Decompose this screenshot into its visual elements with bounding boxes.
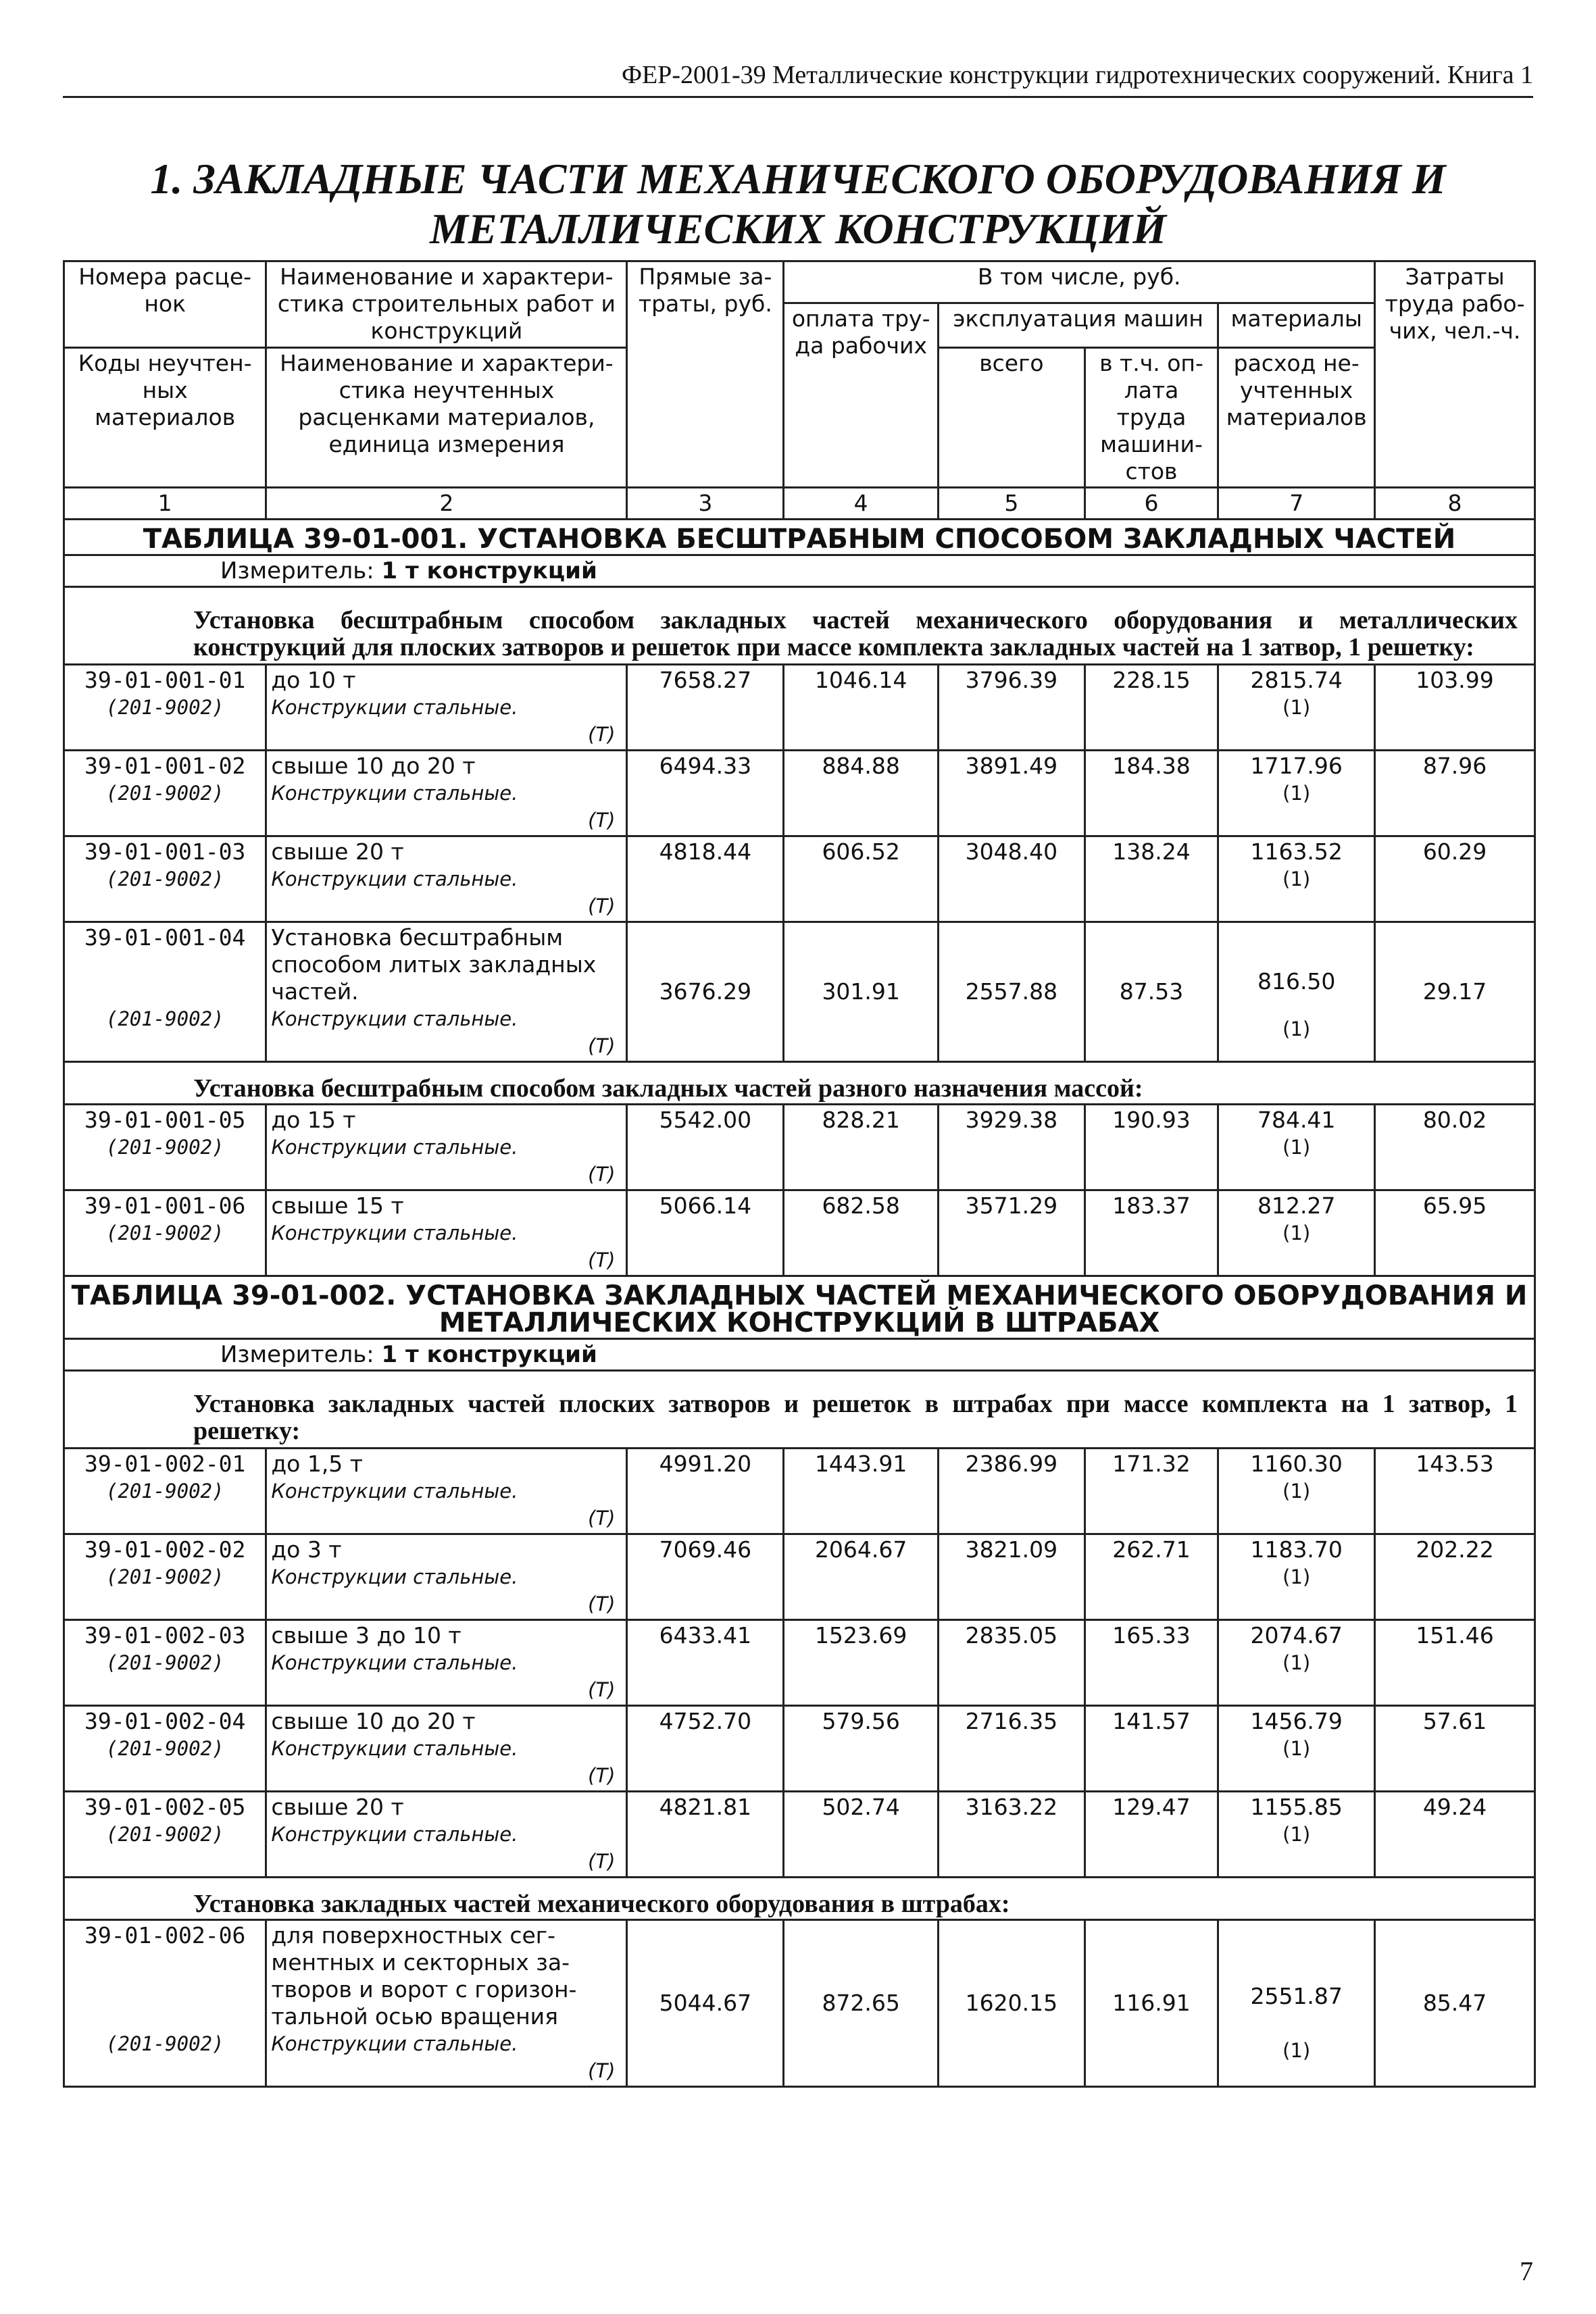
machines-total: 1620.15 — [939, 1920, 1085, 2087]
labor-hours: 151.46 — [1375, 1620, 1535, 1706]
col-num: 8 — [1375, 488, 1535, 520]
material-name: Конструкции стальные. — [271, 1823, 518, 1846]
material-name: Конструкции стальные. — [271, 867, 518, 890]
unit: (Т) — [588, 1163, 616, 1186]
direct-cost: 4991.20 — [627, 1449, 784, 1534]
material-code: (201-9002) — [105, 696, 224, 719]
material-code: (201-9002) — [105, 1823, 224, 1846]
header-machinist-pay: в т.ч. оп-лата труда машини-стов — [1084, 348, 1218, 488]
row-code-cell — [64, 922, 266, 1062]
materials-cost: 784.41 — [1257, 1107, 1336, 1133]
worker-pay: 682.58 — [784, 1190, 939, 1276]
work-name: свыше 10 до 20 т — [271, 1708, 476, 1734]
header-col2-bottom: Наименование и характери-стика неучтенных расценками материалов, единица измерения — [266, 348, 627, 488]
machines-total: 3929.38 — [939, 1105, 1085, 1190]
worker-pay: 828.21 — [784, 1105, 939, 1190]
work-name: свыше 20 т — [271, 1794, 404, 1820]
unit: (Т) — [588, 723, 616, 746]
machinist-pay: 190.93 — [1084, 1105, 1218, 1190]
materials-cost: 2815.74 — [1250, 667, 1343, 693]
price-table — [63, 260, 1536, 2088]
material-code: (201-9002) — [105, 2032, 224, 2055]
material-qty: (1) — [1282, 1737, 1311, 1760]
machinist-pay: 228.15 — [1084, 665, 1218, 751]
machines-total: 2716.35 — [939, 1706, 1085, 1792]
materials-cost: 1163.52 — [1250, 838, 1343, 865]
direct-cost: 6433.41 — [627, 1620, 784, 1706]
materials-cell — [1218, 1620, 1375, 1706]
row-code-cell — [64, 1792, 266, 1878]
material-qty: (1) — [1282, 1823, 1311, 1846]
machinist-pay: 171.32 — [1084, 1449, 1218, 1534]
table1-measure — [64, 555, 1535, 587]
header-labor-hours: Затраты труда рабо-чих, чел.-ч. — [1375, 261, 1535, 488]
table2-group2: Установка закладных частей механического оборудования в штрабах: — [64, 1878, 1535, 1920]
materials-cell — [1218, 1449, 1375, 1534]
unit: (Т) — [588, 809, 616, 832]
row-name-cell — [266, 1792, 627, 1878]
row-name-cell — [266, 1534, 627, 1620]
materials-cell — [1218, 1792, 1375, 1878]
row-code-cell — [64, 1449, 266, 1534]
work-name: до 10 т — [271, 667, 356, 693]
header-worker-pay: оплата тру-да рабочих — [784, 303, 939, 488]
measure-label: Измеритель: — [220, 1341, 374, 1368]
material-qty: (1) — [1282, 782, 1311, 805]
machinist-pay: 184.38 — [1084, 751, 1218, 836]
machinist-pay: 262.71 — [1084, 1534, 1218, 1620]
machinist-pay: 87.53 — [1084, 922, 1218, 1062]
row-code-cell — [64, 1920, 266, 2087]
materials-cost: 1160.30 — [1250, 1451, 1343, 1477]
worker-pay: 502.74 — [784, 1792, 939, 1878]
materials-cost: 1717.96 — [1250, 753, 1343, 779]
direct-cost: 4752.70 — [627, 1706, 784, 1792]
material-code: (201-9002) — [105, 867, 224, 890]
work-name: до 3 т — [271, 1536, 342, 1563]
col-num: 3 — [627, 488, 784, 520]
materials-cell — [1218, 1706, 1375, 1792]
materials-cost: 816.50 — [1257, 968, 1336, 995]
labor-hours: 85.47 — [1375, 1920, 1535, 2087]
machinist-pay: 141.57 — [1084, 1706, 1218, 1792]
table2-group1: Установка закладных частей плоских затворов и решеток в штрабах при массе комплекта на 1 затвор, 1 решетку: — [64, 1371, 1535, 1449]
col-num: 7 — [1218, 488, 1375, 520]
direct-cost: 5044.67 — [627, 1920, 784, 2087]
unit: (Т) — [588, 1850, 616, 1873]
labor-hours: 65.95 — [1375, 1190, 1535, 1276]
row-code-cell — [64, 836, 266, 922]
labor-hours: 202.22 — [1375, 1534, 1535, 1620]
work-name: Установка бесштрабным способом литых закладных частей. — [271, 924, 597, 1005]
row-code-cell — [64, 751, 266, 836]
unit: (Т) — [588, 1592, 616, 1615]
direct-cost: 7069.46 — [627, 1534, 784, 1620]
col-num: 6 — [1084, 488, 1218, 520]
unit: (Т) — [588, 1034, 616, 1057]
material-qty: (1) — [1282, 2039, 1311, 2062]
machines-total: 3821.09 — [939, 1534, 1085, 1620]
direct-cost: 4821.81 — [627, 1792, 784, 1878]
labor-hours: 57.61 — [1375, 1706, 1535, 1792]
table1-group1: Установка бесштрабным способом закладных частей механического оборудования и металлических конструкций для плоских затворов и решеток при массе комплекта закладных частей на 1 затвор, 1 решетку: — [64, 587, 1535, 665]
row-name-cell — [266, 1105, 627, 1190]
row-code-cell — [64, 665, 266, 751]
worker-pay: 1443.91 — [784, 1449, 939, 1534]
material-code: (201-9002) — [105, 782, 224, 805]
measure-label: Измеритель: — [220, 557, 374, 584]
material-name: Конструкции стальные. — [271, 1565, 518, 1588]
material-code: (201-9002) — [105, 1480, 224, 1503]
direct-cost: 5542.00 — [627, 1105, 784, 1190]
materials-cost: 1155.85 — [1250, 1794, 1343, 1820]
materials-cell — [1218, 1920, 1375, 2087]
rate-code: 39-01-002-02 — [84, 1536, 246, 1563]
col-num: 5 — [939, 488, 1085, 520]
unit: (Т) — [588, 895, 616, 917]
header-col2-top: Наименование и характери-стика строительных работ и конструкций — [266, 261, 627, 348]
unit: (Т) — [588, 1764, 616, 1787]
row-name-cell — [266, 1920, 627, 2087]
row-code-cell — [64, 1190, 266, 1276]
work-name: свыше 15 т — [271, 1192, 404, 1219]
measure-value: 1 т конструкций — [381, 557, 597, 584]
row-code-cell — [64, 1105, 266, 1190]
material-code: (201-9002) — [105, 1651, 224, 1674]
material-name: Конструкции стальные. — [271, 782, 518, 805]
material-code: (201-9002) — [105, 1007, 224, 1030]
unit: (Т) — [588, 1678, 616, 1701]
header-col1-top: Номера расце-нок — [64, 261, 266, 348]
materials-cell — [1218, 1534, 1375, 1620]
col-num: 2 — [266, 488, 627, 520]
worker-pay: 1523.69 — [784, 1620, 939, 1706]
material-qty: (1) — [1282, 1565, 1311, 1588]
machines-total: 3796.39 — [939, 665, 1085, 751]
table2-title-line2: МЕТАЛЛИЧЕСКИХ КОНСТРУКЦИЙ В ШТРАБАХ — [439, 1307, 1160, 1338]
header-machines: эксплуатация машин — [939, 303, 1218, 348]
labor-hours: 80.02 — [1375, 1105, 1535, 1190]
machinist-pay: 116.91 — [1084, 1920, 1218, 2087]
materials-cost: 2551.87 — [1250, 1983, 1343, 2009]
machines-total: 3163.22 — [939, 1792, 1085, 1878]
row-name-cell — [266, 1190, 627, 1276]
rate-code: 39-01-002-06 — [84, 1922, 246, 1948]
rate-code: 39-01-001-03 — [84, 838, 246, 865]
work-name: свыше 10 до 20 т — [271, 753, 476, 779]
direct-cost: 7658.27 — [627, 665, 784, 751]
unit: (Т) — [588, 1249, 616, 1272]
material-name: Конструкции стальные. — [271, 1136, 518, 1159]
header-machines-total: всего — [939, 348, 1085, 488]
header-unaccounted-materials: расход не-учтенных материалов — [1218, 348, 1375, 488]
labor-hours: 49.24 — [1375, 1792, 1535, 1878]
materials-cost: 1456.79 — [1250, 1708, 1343, 1734]
row-name-cell — [266, 922, 627, 1062]
direct-cost: 3676.29 — [627, 922, 784, 1062]
machines-total: 3048.40 — [939, 836, 1085, 922]
row-name-cell — [266, 665, 627, 751]
labor-hours: 143.53 — [1375, 1449, 1535, 1534]
material-code: (201-9002) — [105, 1737, 224, 1760]
machinist-pay: 165.33 — [1084, 1620, 1218, 1706]
worker-pay: 872.65 — [784, 1920, 939, 2087]
material-qty: (1) — [1282, 1480, 1311, 1503]
material-name: Конструкции стальные. — [271, 1737, 518, 1760]
measure-value: 1 т конструкций — [381, 1341, 597, 1368]
machinist-pay: 183.37 — [1084, 1190, 1218, 1276]
material-qty: (1) — [1282, 867, 1311, 890]
page-number: 7 — [1520, 2256, 1533, 2286]
unit: (Т) — [588, 2059, 616, 2082]
rate-code: 39-01-001-05 — [84, 1107, 246, 1133]
col-num: 4 — [784, 488, 939, 520]
rate-code: 39-01-001-04 — [84, 924, 246, 951]
machines-total: 2557.88 — [939, 922, 1085, 1062]
material-qty: (1) — [1282, 1651, 1311, 1674]
material-qty: (1) — [1282, 1222, 1311, 1244]
direct-cost: 4818.44 — [627, 836, 784, 922]
material-name: Конструкции стальные. — [271, 696, 518, 719]
labor-hours: 103.99 — [1375, 665, 1535, 751]
materials-cell — [1218, 1190, 1375, 1276]
machinist-pay: 138.24 — [1084, 836, 1218, 922]
header-including: В том числе, руб. — [784, 261, 1375, 303]
row-code-cell — [64, 1620, 266, 1706]
work-name: свыше 3 до 10 т — [271, 1622, 462, 1649]
material-name: Конструкции стальные. — [271, 1007, 518, 1030]
worker-pay: 2064.67 — [784, 1534, 939, 1620]
rate-code: 39-01-002-03 — [84, 1622, 246, 1649]
table2-title-line1: ТАБЛИЦА 39-01-002. УСТАНОВКА ЗАКЛАДНЫХ ЧАСТЕЙ МЕХАНИЧЕСКОГО ОБОРУДОВАНИЯ И — [71, 1280, 1528, 1311]
material-name: Конструкции стальные. — [271, 1480, 518, 1503]
row-name-cell — [266, 751, 627, 836]
work-name: до 1,5 т — [271, 1451, 364, 1477]
row-code-cell — [64, 1706, 266, 1792]
machines-total: 2835.05 — [939, 1620, 1085, 1706]
table1-group2: Установка бесштрабным способом закладных частей разного назначения массой: — [64, 1062, 1535, 1105]
machines-total: 3891.49 — [939, 751, 1085, 836]
row-name-cell — [266, 836, 627, 922]
rate-code: 39-01-001-06 — [84, 1192, 246, 1219]
materials-cell — [1218, 922, 1375, 1062]
materials-cell — [1218, 665, 1375, 751]
machines-total: 2386.99 — [939, 1449, 1085, 1534]
material-name: Конструкции стальные. — [271, 2032, 518, 2055]
row-name-cell — [266, 1449, 627, 1534]
table1-title: ТАБЛИЦА 39-01-001. УСТАНОВКА БЕСШТРАБНЫМ СПОСОБОМ ЗАКЛАДНЫХ ЧАСТЕЙ — [64, 520, 1535, 555]
material-name: Конструкции стальные. — [271, 1651, 518, 1674]
labor-hours: 87.96 — [1375, 751, 1535, 836]
table2-title — [64, 1276, 1535, 1339]
rate-code: 39-01-002-05 — [84, 1794, 246, 1820]
material-code: (201-9002) — [105, 1136, 224, 1159]
rate-code: 39-01-001-01 — [84, 667, 246, 693]
material-qty: (1) — [1282, 1017, 1311, 1040]
work-name: до 15 т — [271, 1107, 356, 1133]
section-title-line2: МЕТАЛЛИЧЕСКИХ КОНСТРУКЦИЙ — [429, 205, 1167, 253]
rate-code: 39-01-002-01 — [84, 1451, 246, 1477]
material-qty: (1) — [1282, 696, 1311, 719]
row-name-cell — [266, 1620, 627, 1706]
header-direct-costs: Прямые за-траты, руб. — [627, 261, 784, 488]
unit: (Т) — [588, 1507, 616, 1530]
materials-cell — [1218, 751, 1375, 836]
labor-hours: 60.29 — [1375, 836, 1535, 922]
rate-code: 39-01-002-04 — [84, 1708, 246, 1734]
header-materials: материалы — [1218, 303, 1375, 348]
material-code: (201-9002) — [105, 1222, 224, 1244]
worker-pay: 579.56 — [784, 1706, 939, 1792]
materials-cell — [1218, 836, 1375, 922]
page-header: ФЕР-2001-39 Металлические конструкции гидротехнических сооружений. Книга 1 — [63, 54, 1533, 98]
material-name: Конструкции стальные. — [271, 1222, 518, 1244]
work-name: свыше 20 т — [271, 838, 404, 865]
table2-measure — [64, 1339, 1535, 1371]
worker-pay: 1046.14 — [784, 665, 939, 751]
worker-pay: 884.88 — [784, 751, 939, 836]
labor-hours: 29.17 — [1375, 922, 1535, 1062]
header-col1-bottom: Коды неучтен-ных материалов — [64, 348, 266, 488]
row-name-cell — [266, 1706, 627, 1792]
machines-total: 3571.29 — [939, 1190, 1085, 1276]
worker-pay: 301.91 — [784, 922, 939, 1062]
direct-cost: 5066.14 — [627, 1190, 784, 1276]
section-title-line1: 1. ЗАКЛАДНЫЕ ЧАСТИ МЕХАНИЧЕСКОГО ОБОРУДОВАНИЯ И — [150, 155, 1446, 203]
work-name: для поверхностных сег-ментных и секторных за-творов и ворот с горизон-тальной осью вращения — [271, 1922, 577, 2030]
materials-cell — [1218, 1105, 1375, 1190]
direct-cost: 6494.33 — [627, 751, 784, 836]
material-code: (201-9002) — [105, 1565, 224, 1588]
worker-pay: 606.52 — [784, 836, 939, 922]
row-code-cell — [64, 1534, 266, 1620]
materials-cost: 2074.67 — [1250, 1622, 1343, 1649]
machinist-pay: 129.47 — [1084, 1792, 1218, 1878]
material-qty: (1) — [1282, 1136, 1311, 1159]
materials-cost: 812.27 — [1257, 1192, 1336, 1219]
materials-cost: 1183.70 — [1250, 1536, 1343, 1563]
section-title — [63, 154, 1533, 254]
rate-code: 39-01-001-02 — [84, 753, 246, 779]
col-num: 1 — [64, 488, 266, 520]
